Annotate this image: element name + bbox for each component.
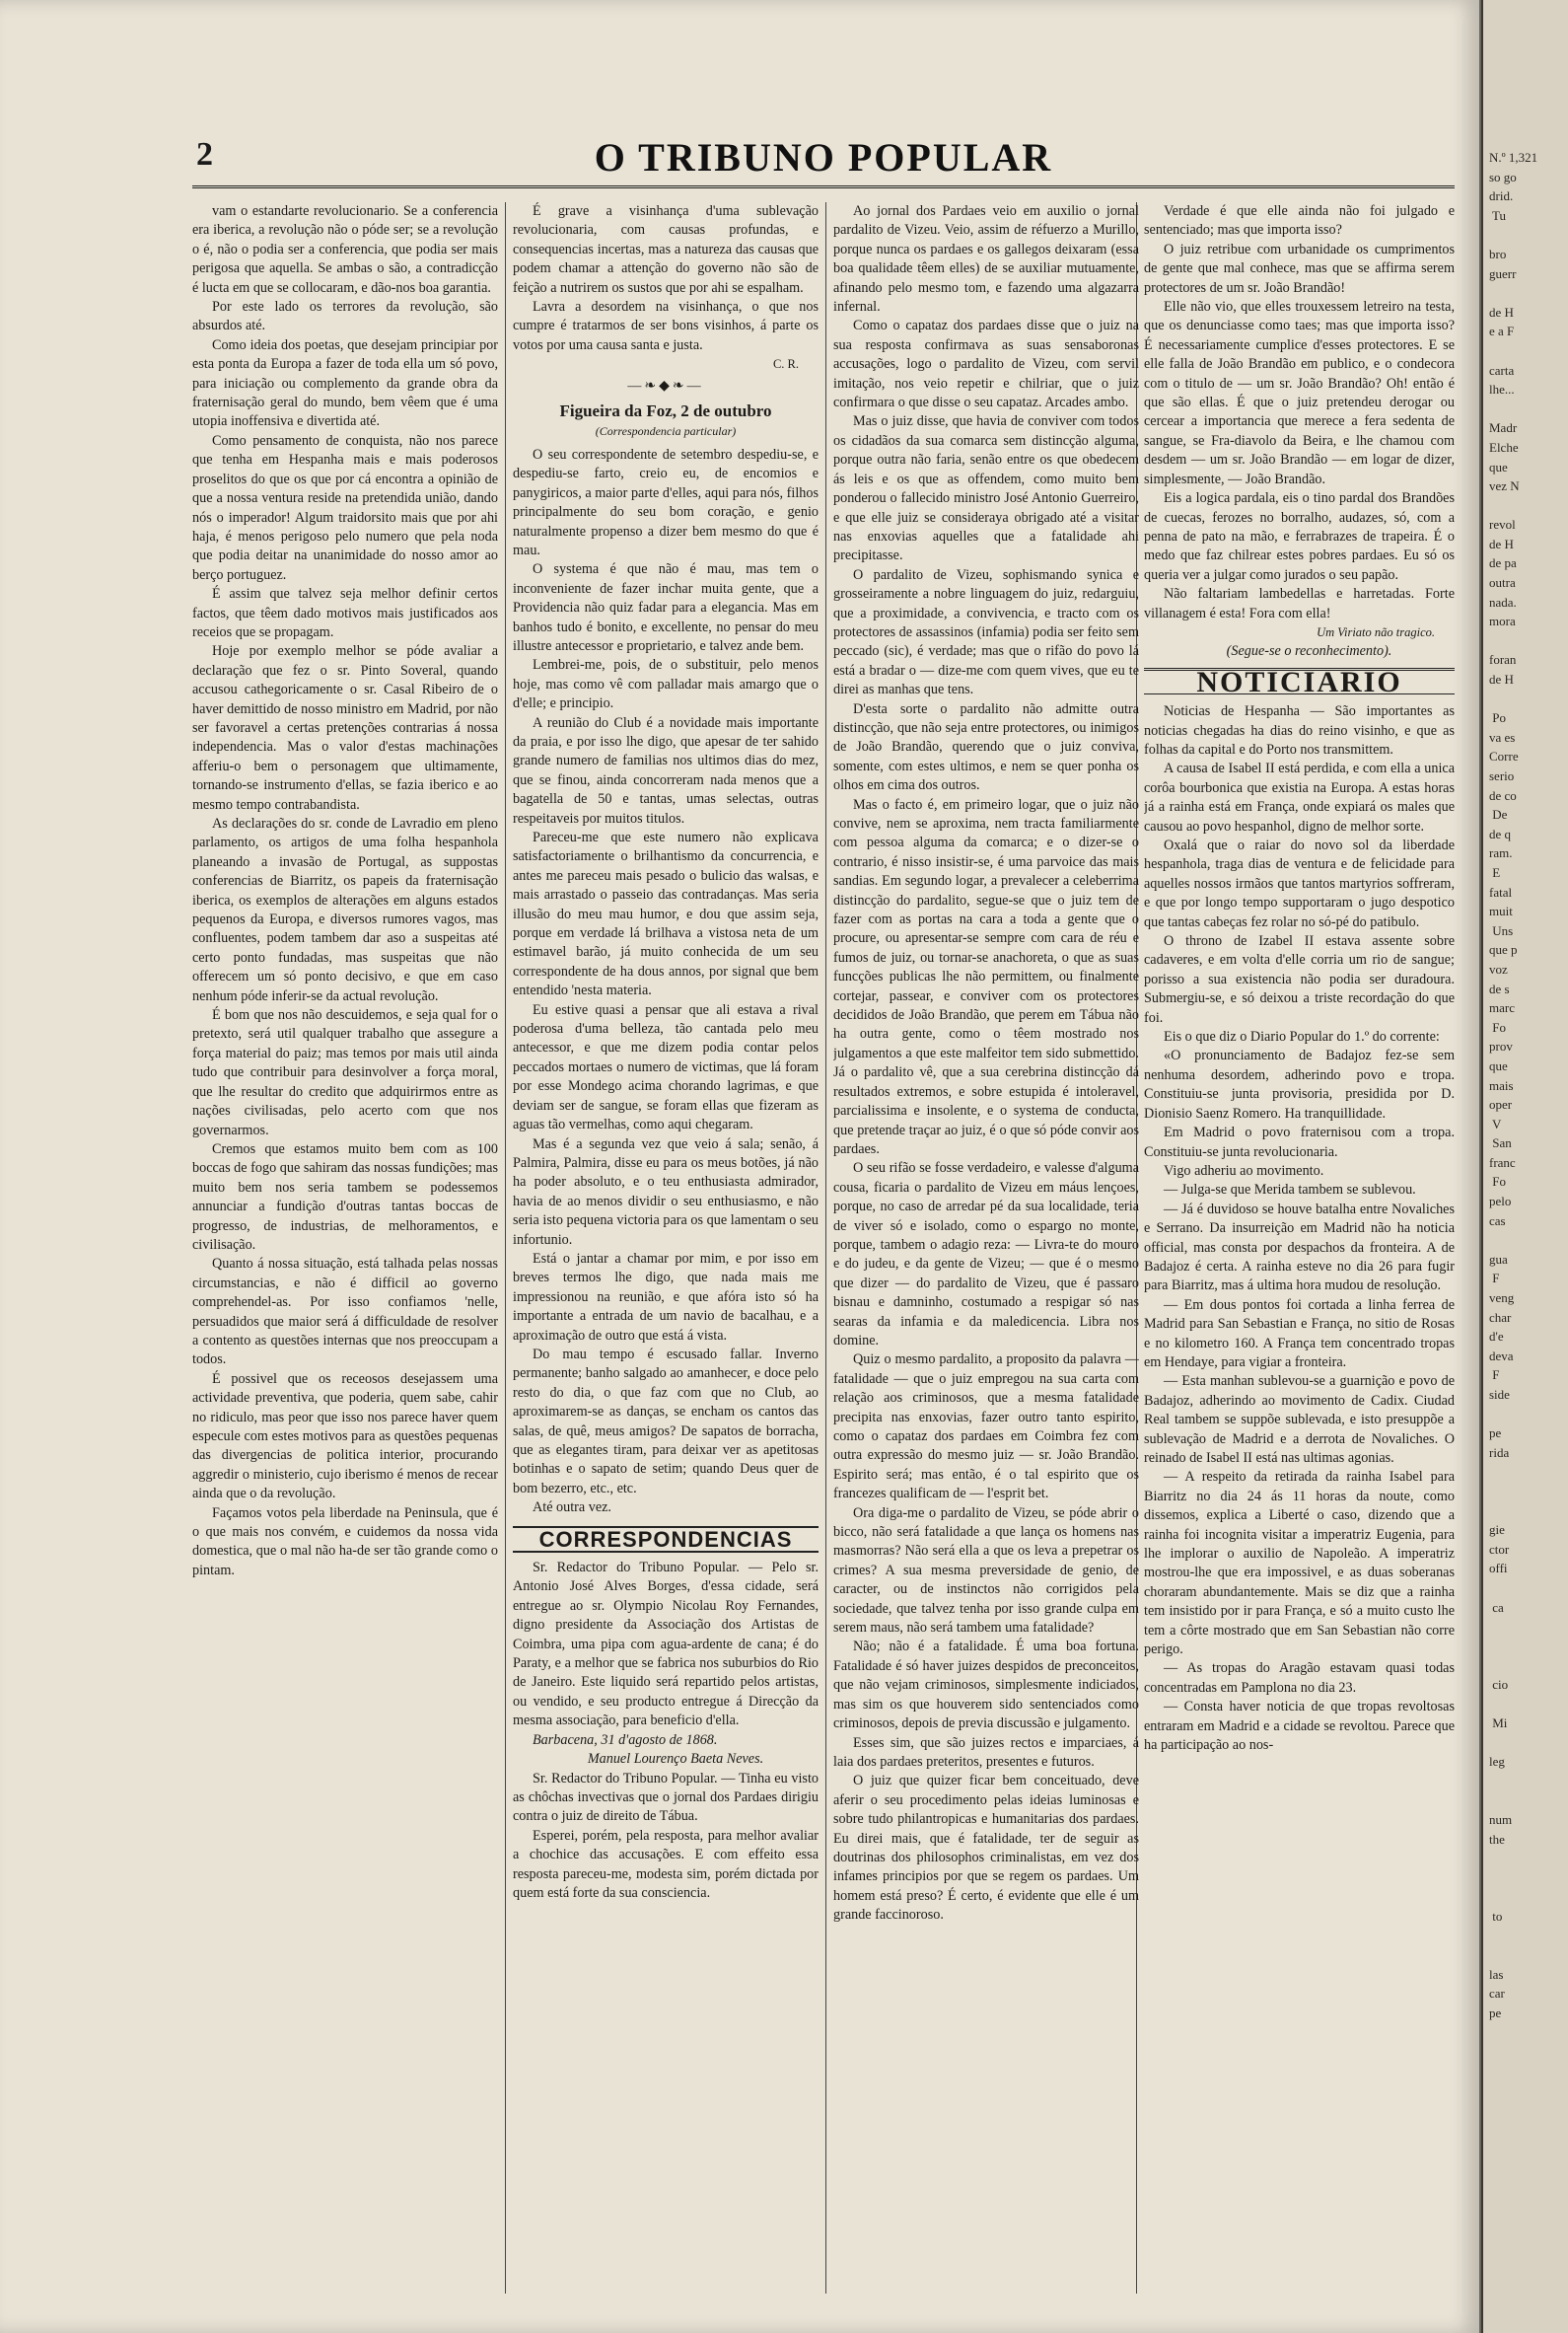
paragraph: — Julga-se que Merida tambem se sublevou. [1164, 1182, 1416, 1199]
paragraph: O seu rifão se fosse verdadeiro, e valesse d'alguma cousa, ficaria o pardalito de Vizeu em máus lençoes, porque, no caso de arredar pé da sua localidade, teria de viver só e isolado, como o espargo no monte, porque, tambem o adagio reza: — Livra-te do mouro e do judeu, e da gente de Vizeu; — que é o mesmo que dizer — do pardalito de Vizeu, que é passaro bisnau e damninho, costumado a respigar só nas searas da infamia e da maledicencia. Libra nos domine. [833, 1160, 1139, 1349]
next-page-text: N.º 1,321 so go drid. Tu bro guerr de H e a F carta lhe... Madr Elche que vez N revol de H de pa outra nada. mora foran de H Po va es Corre serio de co De de q ram. E fatal muit Uns que p voz de s marc Fo prov que mais oper V San franc Fo pelo cas gua F veng char d'e deva F side pe rida gie ctor offi ca cio Mi leg num the to las car pe [1489, 150, 1538, 2020]
paragraph: O systema é que não é mau, mas tem o inconveniente de fazer inchar muita gente, que a Providencia não quiz fadar para a elegancia. Mas em banhos tudo é bonito, e excellente, no pensar do meu illustre antecessor e proprietario, e talvez ande bem. [513, 561, 819, 654]
letter-signature: Manuel Lourenço Baeta Neves. [587, 1751, 764, 1768]
continuation-note: (Segue-se o reconhecimento). [1226, 643, 1392, 660]
paragraph: Mas o juiz disse, que havia de conviver com todos os cidadãos da sua comarca sem distincção alguma, porque outra não faria, senão entre os que obedecem ás leis e os que as offendem, como muito bem ponderou o fallecido ministro José Antonio Guerreiro, e que elle juiz se consideraya obrigado até a visitar nas enxovias aquelles que a fatalidade ahi precipitasse. [833, 413, 1139, 564]
paragraph: Até outra vez. [533, 1499, 611, 1516]
noticiario-heading: NOTICIARIO [1144, 668, 1455, 694]
paragraph: É bom que nos não descuidemos, e seja qual for o pretexto, será util qualquer trabalho que assegure a força material do paiz; mas temos por mais util ainda tudo que contribuir para desinvolver a força moral, que lhe resultar do credito que adquirirmos entre as nações civilisadas, pelo acerto com que nos governarmos. [192, 1007, 498, 1138]
paragraph: Como ideia dos poetas, que desejam principiar por esta ponta da Europa a fazer de toda ella um só povo, para iniciação ou complemento da grande obra da fraternisação geral do mundo, bem vêem que é uma utopia inoffensiva e divertida até. [192, 336, 498, 430]
next-page-edge [1481, 0, 1568, 2333]
paragraph: Oxalá que o raiar do novo sol da liberdade hespanhola, traga dias de ventura e de felicidade para aquelles nossos irmãos que tantos martyrios soffreram, e que por longo tempo supportaram o jugo despotico que tantas cabeças fez rolar no só-pé do patibulo. [1144, 838, 1455, 930]
paragraph: É possivel que os receosos desejassem uma actividade preventiva, que poderia, quem sabe, cahir no ridiculo, mas peor que isso nos parece haver quem especule com estes motivos para as questões pequenas das divergencias de politica interior, procurando aggredir o ministerio, cujo iberismo é menos de recear ainda que o da revolução. [192, 1370, 498, 1502]
newspaper-title: O TRIBUNO POPULAR [594, 135, 1053, 180]
paragraph: Não faltariam lambedellas e harretadas. Forte villanagem é esta! Fora com ella! [1144, 586, 1455, 621]
paragraph: Eis a logica pardala, eis o tino pardal dos Brandões de cuecas, ferozes no borralho, audazes, só, com a penna de pato na mão, e ferrabrazes de trapeira. É o medo que faz chilrear estes pobres pardaes. Eu só os queria ver a julgar como jurados o seu papão. [1144, 490, 1455, 583]
paragraph: O pardalito de Vizeu, sophismando synica e grosseiramente a nobre linguagem do juiz, redarguiu, que a proximidade, a convivencia, e tracto com os protectores de assassinos (infamia) podia ser feito sem peccado (sic), é verdade; mas que o rifão do povo lá está a bradar o — dize-me com quem vives, que eu te direi as manhas que tens. [833, 566, 1139, 698]
paragraph: Esses sim, que são juizes rectos e imparciaes, á laia dos pardaes preteritos, presentes e futuros. [833, 1734, 1139, 1770]
intro-signature: C. R. [772, 357, 799, 372]
column-rule [505, 202, 506, 2294]
page-number: 2 [196, 136, 213, 173]
paragraph: O throno de Izabel II estava assente sobre cadaveres, e em volta d'elle corria um rio de sangue; porisso a sua existencia não podia ser duradoura. Submergiu-se, e só deixou a triste recordação do que foi. [1144, 933, 1455, 1026]
paragraph: A reunião do Club é a novidade mais importante da praia, e por isso lhe digo, que apesar de ter sahido grande numero de familias nos ultimos dias do mez, que se finou, ainda concorreram nada menos que a bagatella de 50 e tantas, umas selectas, outras respeitaveis por muitos titulos. [513, 714, 819, 827]
paragraph: As declarações do sr. conde de Lavradio em pleno parlamento, os artigos de uma folha hespanhola planeando a invasão de Portugal, as suppostas conferencias de Biarritz, os papeis da fraternisação iberica, os exemplos de alterações em alguns estados pequenos da Europa, e diversos rumores vagos, mas confluentes, podem tambem dar aso a suspeitas até certo ponto fundadas, mas suspeitas que não offerecem um só ponto decisivo, e que em caso nenhum póde inferir-se da actual revolução. [192, 816, 498, 1004]
paragraph: Pareceu-me que este numero não explicava satisfactoriamente o brilhantismo da concurrencia, e antes me pareceu mais pesado o bulicio das walsas, e mais arrastado o passeio das contradanças. Mas seria illusão do meu mau humor, e dou que assim seja, porque em verdade lá brilhava a vistosa neta de um estimavel barão, já muito conhecida de um seu correspondente de ha dous annos, por signal que bem entendido 'nesta materia. [513, 830, 819, 999]
paragraph: Não; não é a fatalidade. É uma boa fortuna. Fatalidade é só haver juizes despidos de preconceitos, que não vejam criminosos, simplesmente indiciados, mas sim os que houverem sido sentenciados como criminosos, depois de previa discussão e julgamento. [833, 1639, 1139, 1732]
paragraph: — As tropas do Aragão estavam quasi todas concentradas em Pamplona no dia 23. [1144, 1660, 1455, 1696]
paragraph: Como pensamento de conquista, não nos parece que tenha em Hespanha mais e mais poderosos proselitos do que os que por cá encontra a opinião de que a nossa ventura reside na pretendida união, dando nós o imperador! Algum traidorsito mais que por ahi haja, é menos perigoso pelo numero que pela noda que podia deitar na unanimidade do nosso amor ao berço portuguez. [192, 432, 498, 583]
paragraph: Sr. Redactor do Tribuno Popular. — Tinha eu visto as chôchas invectivas que o jornal dos Pardaes dirigiu contra o juiz de direito de Tábua. [513, 1770, 819, 1825]
paragraph: — Esta manhan sublevou-se a guarnição e povo de Badajoz, adherindo ao movimento de Cadix. Ciudad Real tambem se suppõe sublevada, e isto presuppõe a sublevação de Madrid e a derrota de Novaliches. O reinado de Isabel II está nas ultimas agonias. [1144, 1373, 1455, 1466]
column-rule [825, 202, 826, 2294]
paragraph: O juiz que quizer ficar bem conceituado, deve aferir o seu procedimento pelas ideias luminosas e sobre tudo philantropicas e humanitarias dos pardaes. Eu direi mais, que é fatalidade, ter de seguir as doutrinas dos philosophos criminalistas, em vez dos infames principios por que se regem os pardaes. Um homem está preso? É certo, é evidente que elle é um grande faccinoroso. [833, 1773, 1139, 1924]
correspondencias-heading: CORRESPONDENCIAS [513, 1526, 819, 1553]
paragraph: Mas é a segunda vez que veio á sala; senão, á Palmira, Palmira, disse eu para os meus botões, já não ha poder absoluto, e o teu enthusiasta admirador, havia de ao menos dividir o seu enthusiasmo, e não seria isto pequena victoria para os que lamentam o seu infortunio. [513, 1135, 819, 1248]
ornament: —❧◆❧— [627, 378, 704, 394]
paragraph: D'esta sorte o pardalito não admitte outra distincção, que não seja entre protectores, ou inimigos de João Brandão, querendo que o juiz conviva, somente, com estes ultimos, e nem se quer ponha os olhos em cima dos outros. [833, 700, 1139, 794]
column-4 [1144, 202, 1455, 2294]
paragraph: É grave a visinhança d'uma sublevação revolucionaria, com causas profundas, e consequencias incertas, mas a natureza das causas que podem chamar a attenção do governo não são de feição a nutrirem os sustos que por ahi se espalham. [513, 203, 819, 296]
paragraph: vam o estandarte revolucionario. Se a conferencia era iberica, a revolução não o póde ser; se a revolução o é, não o podia ser a conferencia, que podia ser mais perigosa que aquella. Se ambas o são, a contradicção é lucta em que se collocaram, e dão-nos boa garantia. [192, 203, 498, 296]
figueira-subheading: (Correspondencia particular) [595, 424, 737, 439]
masthead [192, 128, 1455, 188]
paragraph: Sr. Redactor do Tribuno Popular. — Pelo sr. Antonio José Alves Borges, d'essa cidade, será entregue ao sr. Olympio Nicolau Roy Fernandes, digno presidente da Associação dos Artistas de Coimbra, uma pipa com agua-ardente de cana; é do Paraty, e a melhor que se fabrica nos suburbios do Rio de Janeiro. Este liquido será repartido pelos artistas, ou vendido, e seu producto entregue á Direcção da mesma associação, para beneficio d'ella. [513, 1560, 819, 1729]
figueira-heading: Figueira da Foz, 2 de outubro [559, 401, 772, 421]
paragraph: Ao jornal dos Pardaes veio em auxilio o jornal pardalito de Vizeu. Veio, assim de réfuerzo a Murillo, porque nunca os pardaes e os gallegos deixaram (essa boa qualidade têem elles) de se auxiliar mutuamente, afinando pelo mesmo tom, e fazendo uma algazarra infernal. [833, 203, 1139, 316]
paragraph: — Consta haver noticia de que tropas revoltosas entraram em Madrid e a cidade se revoltou. Parece que ha participação ao nos- [1144, 1699, 1455, 1754]
paragraph: Lembrei-me, pois, de o substituir, pelo menos hoje, mas como vê com palladar mais amargo que o d'elle; e principio. [513, 657, 819, 712]
paragraph: Verdade é que elle ainda não foi julgado e sentenciado; mas que importa isso? [1144, 203, 1455, 239]
columns [192, 202, 1455, 2294]
paragraph: Como o capataz dos pardaes disse que o juiz na sua resposta confirmava as suas sensaboronas accusações, logo o pardalito de Vizeu, com servil imitação, nos veio repetir e chilriar, que o juiz confirmara o que disse o seu capataz. Arcades ambo. [833, 318, 1139, 411]
paragraph: Vigo adheriu ao movimento. [1164, 1162, 1324, 1179]
article-signature: Um Viriato não tragico. [1317, 624, 1435, 639]
paragraph: — A respeito da retirada da rainha Isabel para Biarritz no dia 24 ás 11 horas da noute, como dissemos, explica a Liberté o caso, dizendo que a rainha foi incognita visitar a imperatriz Eugenia, para lhe implorar o auxilio de Napoleão. A imperatriz mostrou-lhe que era impossivel, e as duas soberanas choraram abundantemente. Mais se diz que a rainha tem insistido por ir para França, e só a muito custo lhe tem a côrte mostrado que em San Sebastian não corre perigo. [1144, 1469, 1455, 1658]
paragraph: O juiz retribue com urbanidade os cumprimentos de gente que mal conhece, mas que se affirma serem protectores de um sr. João Brandão! [1144, 241, 1455, 296]
paragraph: Elle não vio, que elles trouxessem letreiro na testa, que os denunciasse como taes; mas que importa isso? É necessariamente cumplice d'esses protectores. E se elle falla de João Brandão em publico, e o condecora com o titulo de — um sr. João Brandão? Oh! então é que são ellas. É que o juiz pretendeu derogar ou cercear a importancia que merece a fera sedenta de sangue, se Fra-diavolo da Beira, e lhe chamou com desdem — um sr. João Brandão — em logar de dizer, simplesmente, — João Brandão. [1144, 299, 1455, 487]
paragraph: Do mau tempo é escusado fallar. Inverno permanente; banho salgado ao amanhecer, e doce pelo resto do dia, o que faz com que no Club, ao aproximarem-se as danças, se encham os cantos das salas, de quê, meus amigos? De sapatos de borracha, que as elegantes tiram, para deixar ver as apetitosas botinhas e o sapato de setim; quando Deus quer de bom bezerro, etc., etc. [513, 1346, 819, 1496]
paragraph: — Já é duvidoso se houve batalha entre Novaliches e Serrano. Da insurreição em Madrid não ha noticia official, mas consta por despachos da fronteira. A de Badajoz é certa. A rainha esteve no dia 26 para fugir para Biarritz, mas á ultima hora mudou de resolução. [1144, 1201, 1455, 1294]
paragraph: Ora diga-me o pardalito de Vizeu, se póde abrir o bicco, não será fatalidade a que lança os homens nas masmorras? Não será ella a que os leva a prepetrar os crimes? A sua mesma preversidade de genio, de caracter, ou de instinctos não corrigidos pela sociedade, que talvez tenha por isso grande culpa em serem maus, não será tambem uma fatalidade? [833, 1504, 1139, 1637]
paragraph: É assim que talvez seja melhor definir certos factos, que têem dado motivos mais justificados aos receios que se propagam. [192, 586, 498, 640]
column-1 [192, 202, 498, 2294]
paragraph: Façamos votos pela liberdade na Peninsula, que é o que mais nos convém, e cuidemos da nossa vida domestica, que o mal não ha-de ser tão grande como o pintam. [192, 1504, 498, 1578]
column-2 [513, 202, 819, 2294]
paragraph: Mas o facto é, em primeiro logar, que o juiz não convive, nem se aproxima, nem tracta familiarmente com pessoa alguma da comarca; e o dizer-se o contrario, é nisso insistir-se, é uma parvoice das mais sandias. Em segundo logar, a prevalecer a celeberrima distincção do pardalito, segue-se que o juiz tem de fazer com as portas na cara a toda a gente que o procure, ou apresentar-se sempre com cara de réu e fumos de juiz, ou tornar-se anachoreta, o que as suas funcções publicas lhe não permittem, ou finalmente cortejar, passear, e conviver com os protectores decididos de João Brandão, que perem em Tábua não ha outra gente, como o têem mostrado nos julgamentos a que este malfeitor tem sido submettido. Já o pardalito vê, que a sua cerebrina distincção dá resultados extremos, e sobre estupida é intoleravel, parcialissima e insolente, e o systema de conducta, que pretende traçar ao juiz, é o que só póde convir aos pardaes. [833, 796, 1139, 1157]
paragraph: Em Madrid o povo fraternisou com a tropa. Constituiu-se junta revolucionaria. [1144, 1125, 1455, 1160]
paragraph: O seu correspondente de setembro despediu-se, e despediu-se farto, creio eu, de encomios e panygiricos, a maior parte d'elles, aqui para nós, filhos principalmente do seu bom coração, e genio naturalmente propenso a dizer bem mesmo do que é mau. [513, 446, 819, 558]
paragraph: Esperei, porém, pela resposta, para melhor avaliar a chochice das accusações. E com effeito essa resposta pareceu-me, modesta sim, porém dictada por quem está forte da sua consciencia. [513, 1827, 819, 1901]
paragraph: Quiz o mesmo pardalito, a proposito da palavra — fatalidade — que o juiz empregou na sua carta com relação aos criminosos, que a mesma fatalidade precipita nas enxovias, fazer outro tanto espirito, como o capataz dos pardaes em Coimbra fez com outra expressão do mesmo juiz — sr. João Brandão. Espirito será; mas então, é o tal espirito que os francezes qualificam de — l'esprit bet. [833, 1351, 1139, 1502]
paragraph: Por este lado os terrores da revolução, são absurdos até. [192, 299, 498, 334]
paragraph: Quanto á nossa situação, está talhada pelas nossas circumstancias, e não é difficil ao governo comprehendel-as. Por isso confiamos 'nelle, persuadidos que maior será á difficuldade de resolver a contento as questões internas que nos preoccupam a todos. [192, 1256, 498, 1368]
paragraph: Noticias de Hespanha — São importantes as noticias chegadas ha dias do reino visinho, e que as folhas da capital e do Porto nos transmittem. [1144, 703, 1455, 758]
paragraph: Está o jantar a chamar por mim, e por isso em breves termos lhe digo, que nada mais me impressionou na reunião, e que afóra isto só ha importante a entrada de um navio de bacalhau, e a aproximação de outro que está á vista. [513, 1250, 819, 1344]
paragraph: Lavra a desordem na visinhança, o que nos cumpre é tratarmos de ser bons visinhos, á parte os votos por uma causa santa e justa. [513, 299, 819, 353]
paragraph: A causa de Isabel II está perdida, e com ella a unica corôa bourbonica que existia na Europa. A estas horas já a rainha está em França, onde expiará os males que causou ao povo hespanhol, digno de melhor sorte. [1144, 761, 1455, 835]
letter-date: Barbacena, 31 d'agosto de 1868. [533, 1731, 718, 1748]
paragraph: Cremos que estamos muito bem com as 100 boccas de fogo que sahiram das nossas fundições; mas muito bem nos seria tambem se podessemos annunciar a fundição d'outras tantas boccas de progresso, de industrias, de melhoramentos, e civilisação. [192, 1140, 498, 1253]
paragraph: Eis o que diz o Diario Popular do 1.º do corrente: [1164, 1029, 1440, 1046]
paragraph: — Em dous pontos foi cortada a linha ferrea de Madrid para San Sebastian e França, no sitio de Rosas e no kilometro 160. A França tem concentrado tropas em Hendaye, para vigiar a fronteira. [1144, 1296, 1455, 1370]
paragraph: Hoje por exemplo melhor se póde avaliar a declaração que fez o sr. Pinto Soveral, quando accusou cathegoricamente o sr. Casal Ribeiro de o haver demittido de nosso ministro em Madrid, por não ser favoravel a certas pretenções contrarias á nossa independencia. Mas o valor d'estas machinações afferiu-o bem o personagem que ultimamente, tornando-se instrumento d'ellas, se fazia iberico e ao mesmo tempo contrabandista. [192, 643, 498, 813]
column-3 [833, 202, 1139, 2294]
paragraph: Eu estive quasi a pensar que ali estava a rival poderosa d'uma belleza, tão cantada pelo meu antecessor, e que me dizem podia contar pelos peccados mortaes o numero de victimas, que lá foram por esse Mondego acima chorando lagrimas, e que deviam ser de sangue, se foram ellas que fizeram as aguas tão vermelhas, como aqui chegaram. [513, 1001, 819, 1133]
paragraph: «O pronunciamento de Badajoz fez-se sem nenhuma desordem, adherindo povo e tropa. Constituiu-se junta provisoria, presidida por D. Dionisio Saenz Romero. Ha tranquillidade. [1144, 1048, 1455, 1122]
